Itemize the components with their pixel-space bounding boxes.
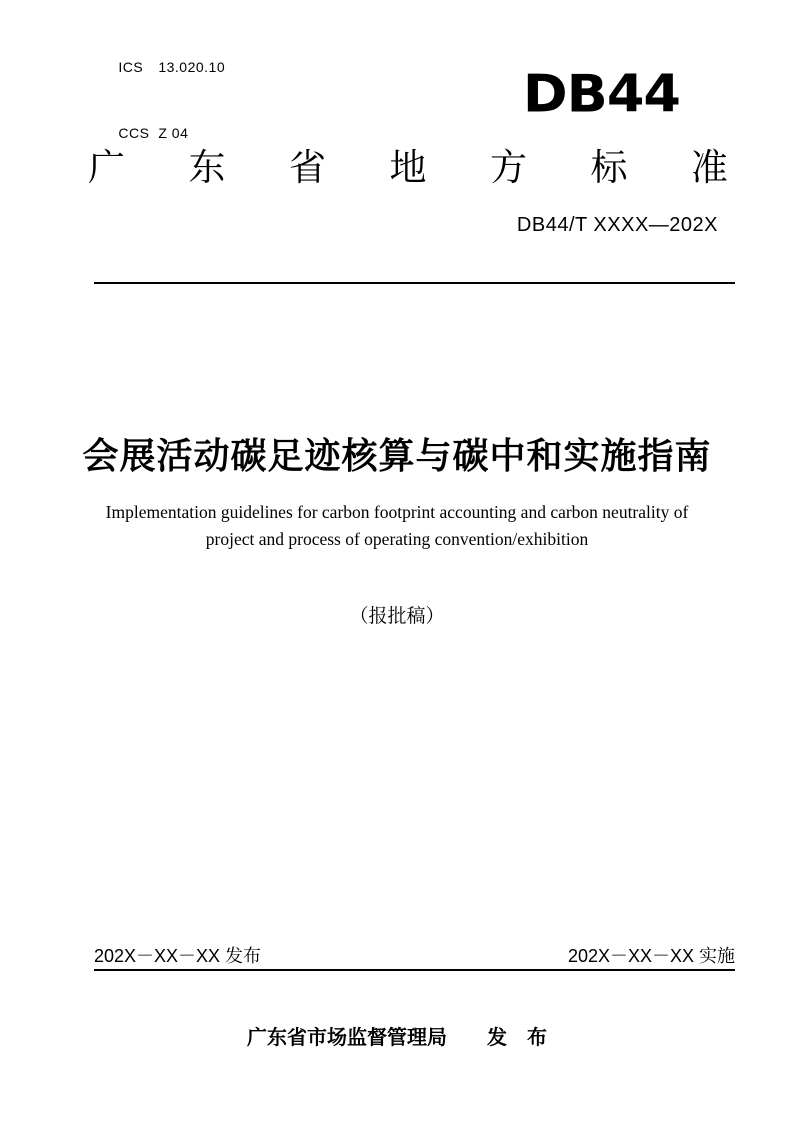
ccs-value: Z 04 xyxy=(158,125,189,141)
document-title-english xyxy=(77,499,717,553)
document-title-chinese: 会展活动碳足迹核算与碳中和实施指南 xyxy=(82,435,712,476)
standard-type-char: 地 xyxy=(389,147,427,188)
document-title-english-line2: project and process of operating convention/exhibition xyxy=(205,529,589,549)
ics-code-row xyxy=(92,34,225,100)
standard-type-char: 方 xyxy=(490,147,527,188)
footer-dates-row xyxy=(94,942,735,968)
ics-value: 13.020.10 xyxy=(158,59,226,75)
standard-type-char: 省 xyxy=(289,147,326,188)
standard-number: DB44/T XXXX—202X xyxy=(516,214,718,236)
standard-type-char: 广 xyxy=(88,147,125,188)
document-title-english-line1: Implementation guidelines for carbon footprint accounting and carbon neutrality of xyxy=(105,502,689,522)
header-divider-line xyxy=(94,282,735,284)
publisher-line: 广东省市场监督管理局 发 布 xyxy=(247,1027,547,1049)
standard-type-char: 准 xyxy=(691,147,728,188)
standard-type-char: 东 xyxy=(188,147,226,188)
footer-divider-line xyxy=(94,969,735,971)
ccs-label: CCS xyxy=(118,125,150,141)
ics-label: ICS xyxy=(118,59,144,75)
standard-type-char: 标 xyxy=(590,147,628,188)
issue-date: 202X－XX－XX 发布 xyxy=(94,946,262,966)
implement-date: 202X－XX－XX 实施 xyxy=(567,946,735,966)
draft-status-note: （报批稿） xyxy=(349,606,445,627)
standard-type-title xyxy=(88,146,728,190)
db44-logo: DB44 xyxy=(522,63,680,124)
